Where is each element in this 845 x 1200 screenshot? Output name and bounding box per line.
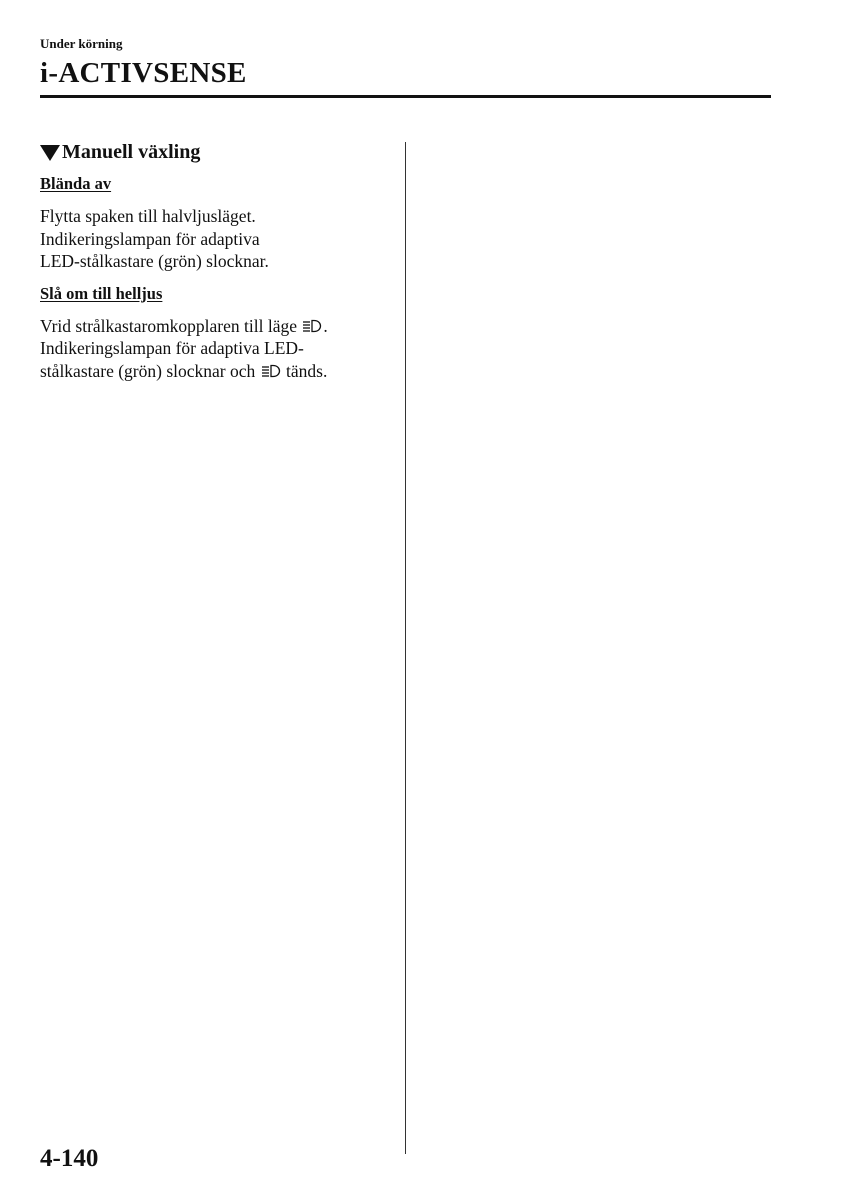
page-title: i-ACTIVSENSE	[40, 57, 247, 89]
paragraph-line: Indikeringslampan för adaptiva	[40, 228, 260, 249]
high-beam-icon	[302, 319, 322, 333]
paragraph-text: .	[323, 315, 328, 336]
header-divider	[40, 95, 771, 98]
high-beam-icon	[261, 364, 281, 378]
column-divider	[405, 142, 406, 1154]
paragraph-line: Indikeringslampan för adaptiva LED-	[40, 338, 304, 358]
left-column	[40, 139, 390, 392]
section-heading-text: Manuell växling	[62, 141, 201, 163]
paragraph-dim	[40, 205, 390, 273]
paragraph-line	[40, 315, 390, 338]
paragraph-line: Flytta spaken till halvljusläget.	[40, 206, 256, 226]
subsection-title-dim: Blända av	[40, 174, 112, 193]
subsection-title-high-beam: Slå om till helljus	[40, 283, 163, 303]
paragraph-text: stålkastare (grön) slocknar och	[40, 360, 256, 381]
down-triangle-icon	[40, 145, 60, 161]
paragraph-line	[40, 360, 390, 383]
page-number: 4-140	[40, 1145, 99, 1172]
paragraph-line: LED-stålkastare (grön) slocknar.	[40, 251, 269, 271]
paragraph-high-beam	[40, 315, 390, 383]
paragraph-text: tänds.	[286, 360, 328, 381]
paragraph-text: Vrid strålkastaromkopplaren till läge	[40, 315, 297, 336]
section-label: Under körning	[40, 36, 123, 51]
section-heading	[40, 139, 390, 165]
